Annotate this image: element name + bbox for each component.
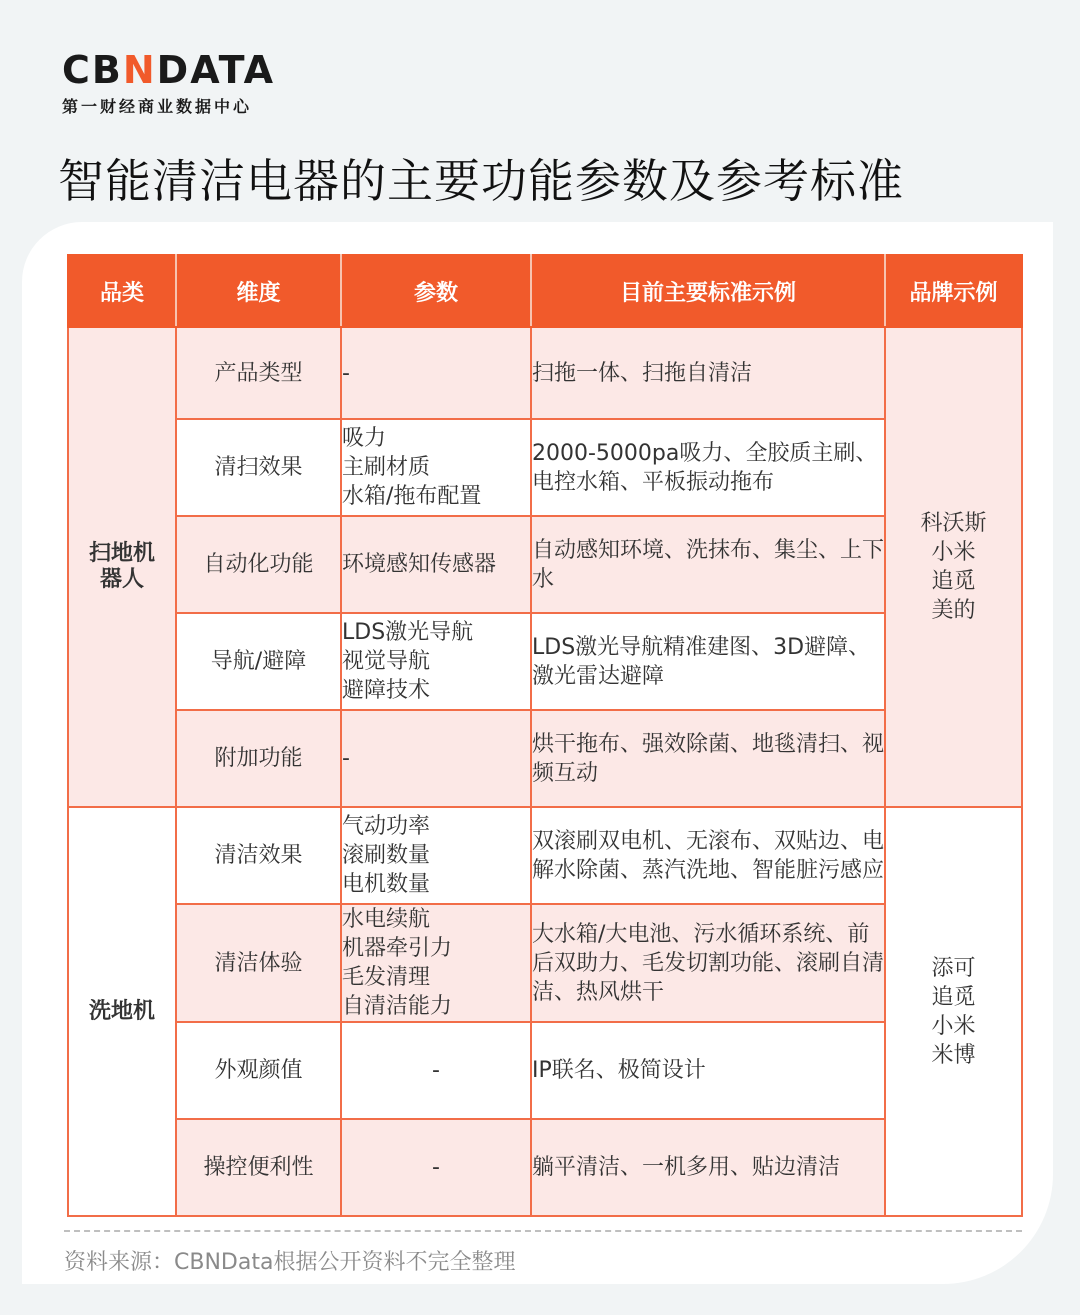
dimension-cell: 操控便利性	[176, 1119, 341, 1216]
params-cell: -	[341, 1022, 531, 1119]
dimension-cell: 导航/避障	[176, 613, 341, 710]
dimension-cell: 清洁效果	[176, 807, 341, 904]
brands-cell: 科沃斯 小米 追觅 美的	[885, 327, 1022, 807]
header-dimension: 维度	[176, 255, 341, 327]
category-cell: 扫地机器人	[68, 327, 176, 807]
logo-subtitle: 第一财经商业数据中心	[62, 97, 253, 116]
standard-cell: 扫拖一体、扫拖自清洁	[531, 327, 885, 419]
table-row	[68, 904, 1022, 1022]
table-row	[68, 710, 1022, 807]
table-row	[68, 419, 1022, 516]
params-cell: 气动功率 滚刷数量 电机数量	[341, 807, 531, 904]
header-category: 品类	[68, 255, 176, 327]
standard-cell: LDS激光导航精准建图、3D避障、激光雷达避障	[531, 613, 885, 710]
page-title: 智能清洁电器的主要功能参数及参考标准	[58, 154, 904, 208]
params-cell: LDS激光导航 视觉导航 避障技术	[341, 613, 531, 710]
table-row	[68, 1022, 1022, 1119]
category-cell: 洗地机	[68, 807, 176, 1216]
standard-cell: 烘干拖布、强效除菌、地毯清扫、视频互动	[531, 710, 885, 807]
params-cell: 水电续航 机器牵引力 毛发清理 自清洁能力	[341, 904, 531, 1022]
table-row	[68, 516, 1022, 613]
params-cell: 环境感知传感器	[341, 516, 531, 613]
logo-wordmark: CBNDATA	[62, 48, 276, 92]
header-standard: 目前主要标准示例	[531, 255, 885, 327]
params-cell: -	[341, 1119, 531, 1216]
dimension-cell: 附加功能	[176, 710, 341, 807]
cbndata-logo	[62, 50, 275, 117]
parameters-table	[67, 254, 1023, 1217]
params-cell: 吸力 主刷材质 水箱/拖布配置	[341, 419, 531, 516]
standard-cell: IP联名、极简设计	[531, 1022, 885, 1119]
table-row	[68, 1119, 1022, 1216]
params-cell: -	[341, 327, 531, 419]
header-params: 参数	[341, 255, 531, 327]
dimension-cell: 清洁体验	[176, 904, 341, 1022]
standard-cell: 双滚刷双电机、无滚布、双贴边、电解水除菌、蒸汽洗地、智能脏污感应	[531, 807, 885, 904]
standard-cell: 2000-5000pa吸力、全胶质主刷、电控水箱、平板振动拖布	[531, 419, 885, 516]
table-row	[68, 807, 1022, 904]
dashed-divider	[64, 1230, 1022, 1232]
dimension-cell: 产品类型	[176, 327, 341, 419]
standard-cell: 自动感知环境、洗抹布、集尘、上下水	[531, 516, 885, 613]
table-header-row	[68, 255, 1022, 327]
table-row	[68, 327, 1022, 419]
standard-cell: 躺平清洁、一机多用、贴边清洁	[531, 1119, 885, 1216]
brands-cell: 添可 追觅 小米 米博	[885, 807, 1022, 1216]
params-cell: -	[341, 710, 531, 807]
source-note: 资料来源：CBNData根据公开资料不完全整理	[64, 1250, 516, 1275]
header-brands: 品牌示例	[885, 255, 1022, 327]
dimension-cell: 外观颜值	[176, 1022, 341, 1119]
standard-cell: 大水箱/大电池、污水循环系统、前后双助力、毛发切割功能、滚刷自清洁、热风烘干	[531, 904, 885, 1022]
dimension-cell: 清扫效果	[176, 419, 341, 516]
dimension-cell: 自动化功能	[176, 516, 341, 613]
table-row	[68, 613, 1022, 710]
